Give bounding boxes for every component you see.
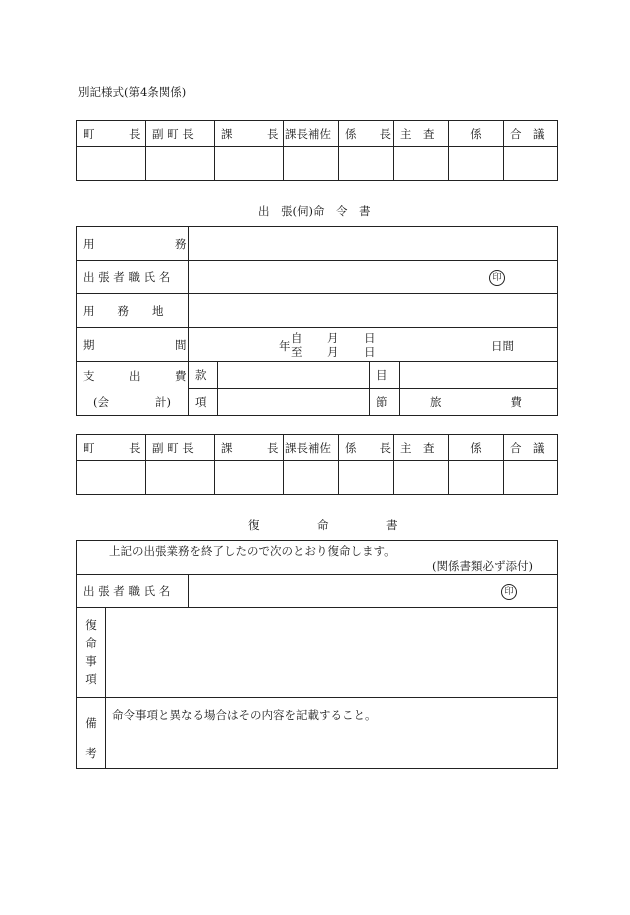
attach-note: (関係書類必ず添付) — [432, 559, 534, 573]
purpose-field[interactable] — [189, 227, 558, 261]
period-from: 自 — [291, 331, 303, 345]
approval-stamp-cell[interactable] — [146, 147, 215, 181]
report-items-char: 項 — [85, 672, 97, 686]
report-items-field[interactable] — [106, 608, 558, 698]
purpose-label: 用 務 — [77, 227, 189, 261]
approval-header-mayor: 町 長 — [77, 121, 146, 147]
approval-stamp-cell[interactable] — [339, 147, 394, 181]
period-month: 月 — [327, 345, 339, 359]
remarks-text: 命令事項と異なる場合はその内容を記載すること。 — [112, 708, 377, 722]
report-intro: 上記の出張業務を終了したので次のとおり復命します。 — [109, 544, 396, 558]
approval-header-clerk: 係 — [449, 121, 504, 147]
kan-label: 款 — [189, 362, 218, 389]
approval-header-assistant-chief: 課長補佐 — [284, 121, 339, 147]
approval-stamp-cell[interactable] — [504, 461, 558, 495]
approval-stamp-cell[interactable] — [215, 461, 284, 495]
period-year: 年 — [279, 339, 291, 353]
approval-header-clerk: 係 — [449, 435, 504, 461]
report-items-char: 復 — [85, 618, 97, 632]
order-title: 出 張(伺)命 令 書 — [258, 204, 371, 218]
approval-header-deputy-mayor: 副 町 長 — [146, 435, 215, 461]
period-label: 期 間 — [77, 328, 189, 362]
period-day: 日 — [364, 345, 376, 359]
seal-icon: 印 — [489, 270, 505, 286]
moku-field[interactable] — [400, 362, 558, 389]
approval-header-section-chief: 課 長 — [215, 435, 284, 461]
kou-label: 項 — [189, 389, 218, 416]
remarks-char: 備 — [85, 716, 97, 730]
approval-stamp-cell[interactable] — [77, 461, 146, 495]
period-days: 日間 — [491, 339, 514, 353]
moku-label: 目 — [370, 362, 400, 389]
report-items-label — [77, 608, 106, 698]
place-field[interactable] — [189, 294, 558, 328]
report-intro-cell — [77, 541, 558, 575]
ryohi-label: 旅 費 — [400, 389, 558, 416]
traveler-field[interactable] — [189, 261, 558, 294]
approval-table-bottom — [76, 434, 558, 495]
setsu-label: 節 — [370, 389, 400, 416]
approval-header-unit-chief: 係 長 — [339, 121, 394, 147]
approval-stamp-cell[interactable] — [215, 147, 284, 181]
traveler-label: 出 張 者 職 氏 名 — [77, 261, 189, 294]
approval-header-deputy-mayor: 副 町 長 — [146, 121, 215, 147]
period-field[interactable] — [189, 328, 558, 362]
order-table — [76, 226, 558, 416]
report-traveler-label: 出 張 者 職 氏 名 — [77, 575, 189, 608]
approval-table-top — [76, 120, 558, 181]
expense-label — [77, 362, 189, 416]
report-traveler-field[interactable] — [189, 575, 558, 608]
approval-stamp-cell[interactable] — [449, 147, 504, 181]
approval-header-inspector: 主 査 — [394, 435, 449, 461]
approval-stamp-cell[interactable] — [284, 461, 339, 495]
form-reference: 別記様式(第4条関係) — [78, 85, 187, 99]
approval-header-unit-chief: 係 長 — [339, 435, 394, 461]
approval-stamp-cell[interactable] — [504, 147, 558, 181]
approval-header-consultation: 合 議 — [504, 435, 558, 461]
remarks-char: 考 — [85, 746, 97, 760]
remarks-field[interactable] — [106, 698, 558, 769]
report-items-char: 命 — [85, 636, 97, 650]
kan-field[interactable] — [218, 362, 370, 389]
expense-title: 支 出 費 — [83, 368, 187, 383]
period-day: 日 — [364, 331, 376, 345]
approval-header-consultation: 合 議 — [504, 121, 558, 147]
approval-stamp-cell[interactable] — [394, 147, 449, 181]
report-table — [76, 540, 558, 769]
approval-stamp-cell[interactable] — [339, 461, 394, 495]
expense-subtitle: (会 計) — [93, 394, 171, 409]
remarks-label — [77, 698, 106, 769]
kou-field[interactable] — [218, 389, 370, 416]
period-to: 至 — [291, 345, 303, 359]
approval-stamp-cell[interactable] — [77, 147, 146, 181]
approval-stamp-cell[interactable] — [146, 461, 215, 495]
period-month: 月 — [327, 331, 339, 345]
approval-stamp-cell[interactable] — [449, 461, 504, 495]
report-items-char: 事 — [85, 654, 97, 668]
approval-stamp-cell[interactable] — [284, 147, 339, 181]
approval-header-mayor: 町 長 — [77, 435, 146, 461]
place-label: 用 務 地 — [77, 294, 189, 328]
seal-icon: 印 — [501, 584, 517, 600]
approval-header-section-chief: 課 長 — [215, 121, 284, 147]
approval-header-inspector: 主 査 — [394, 121, 449, 147]
approval-header-assistant-chief: 課長補佐 — [284, 435, 339, 461]
report-title: 復 命 書 — [248, 518, 398, 532]
approval-stamp-cell[interactable] — [394, 461, 449, 495]
